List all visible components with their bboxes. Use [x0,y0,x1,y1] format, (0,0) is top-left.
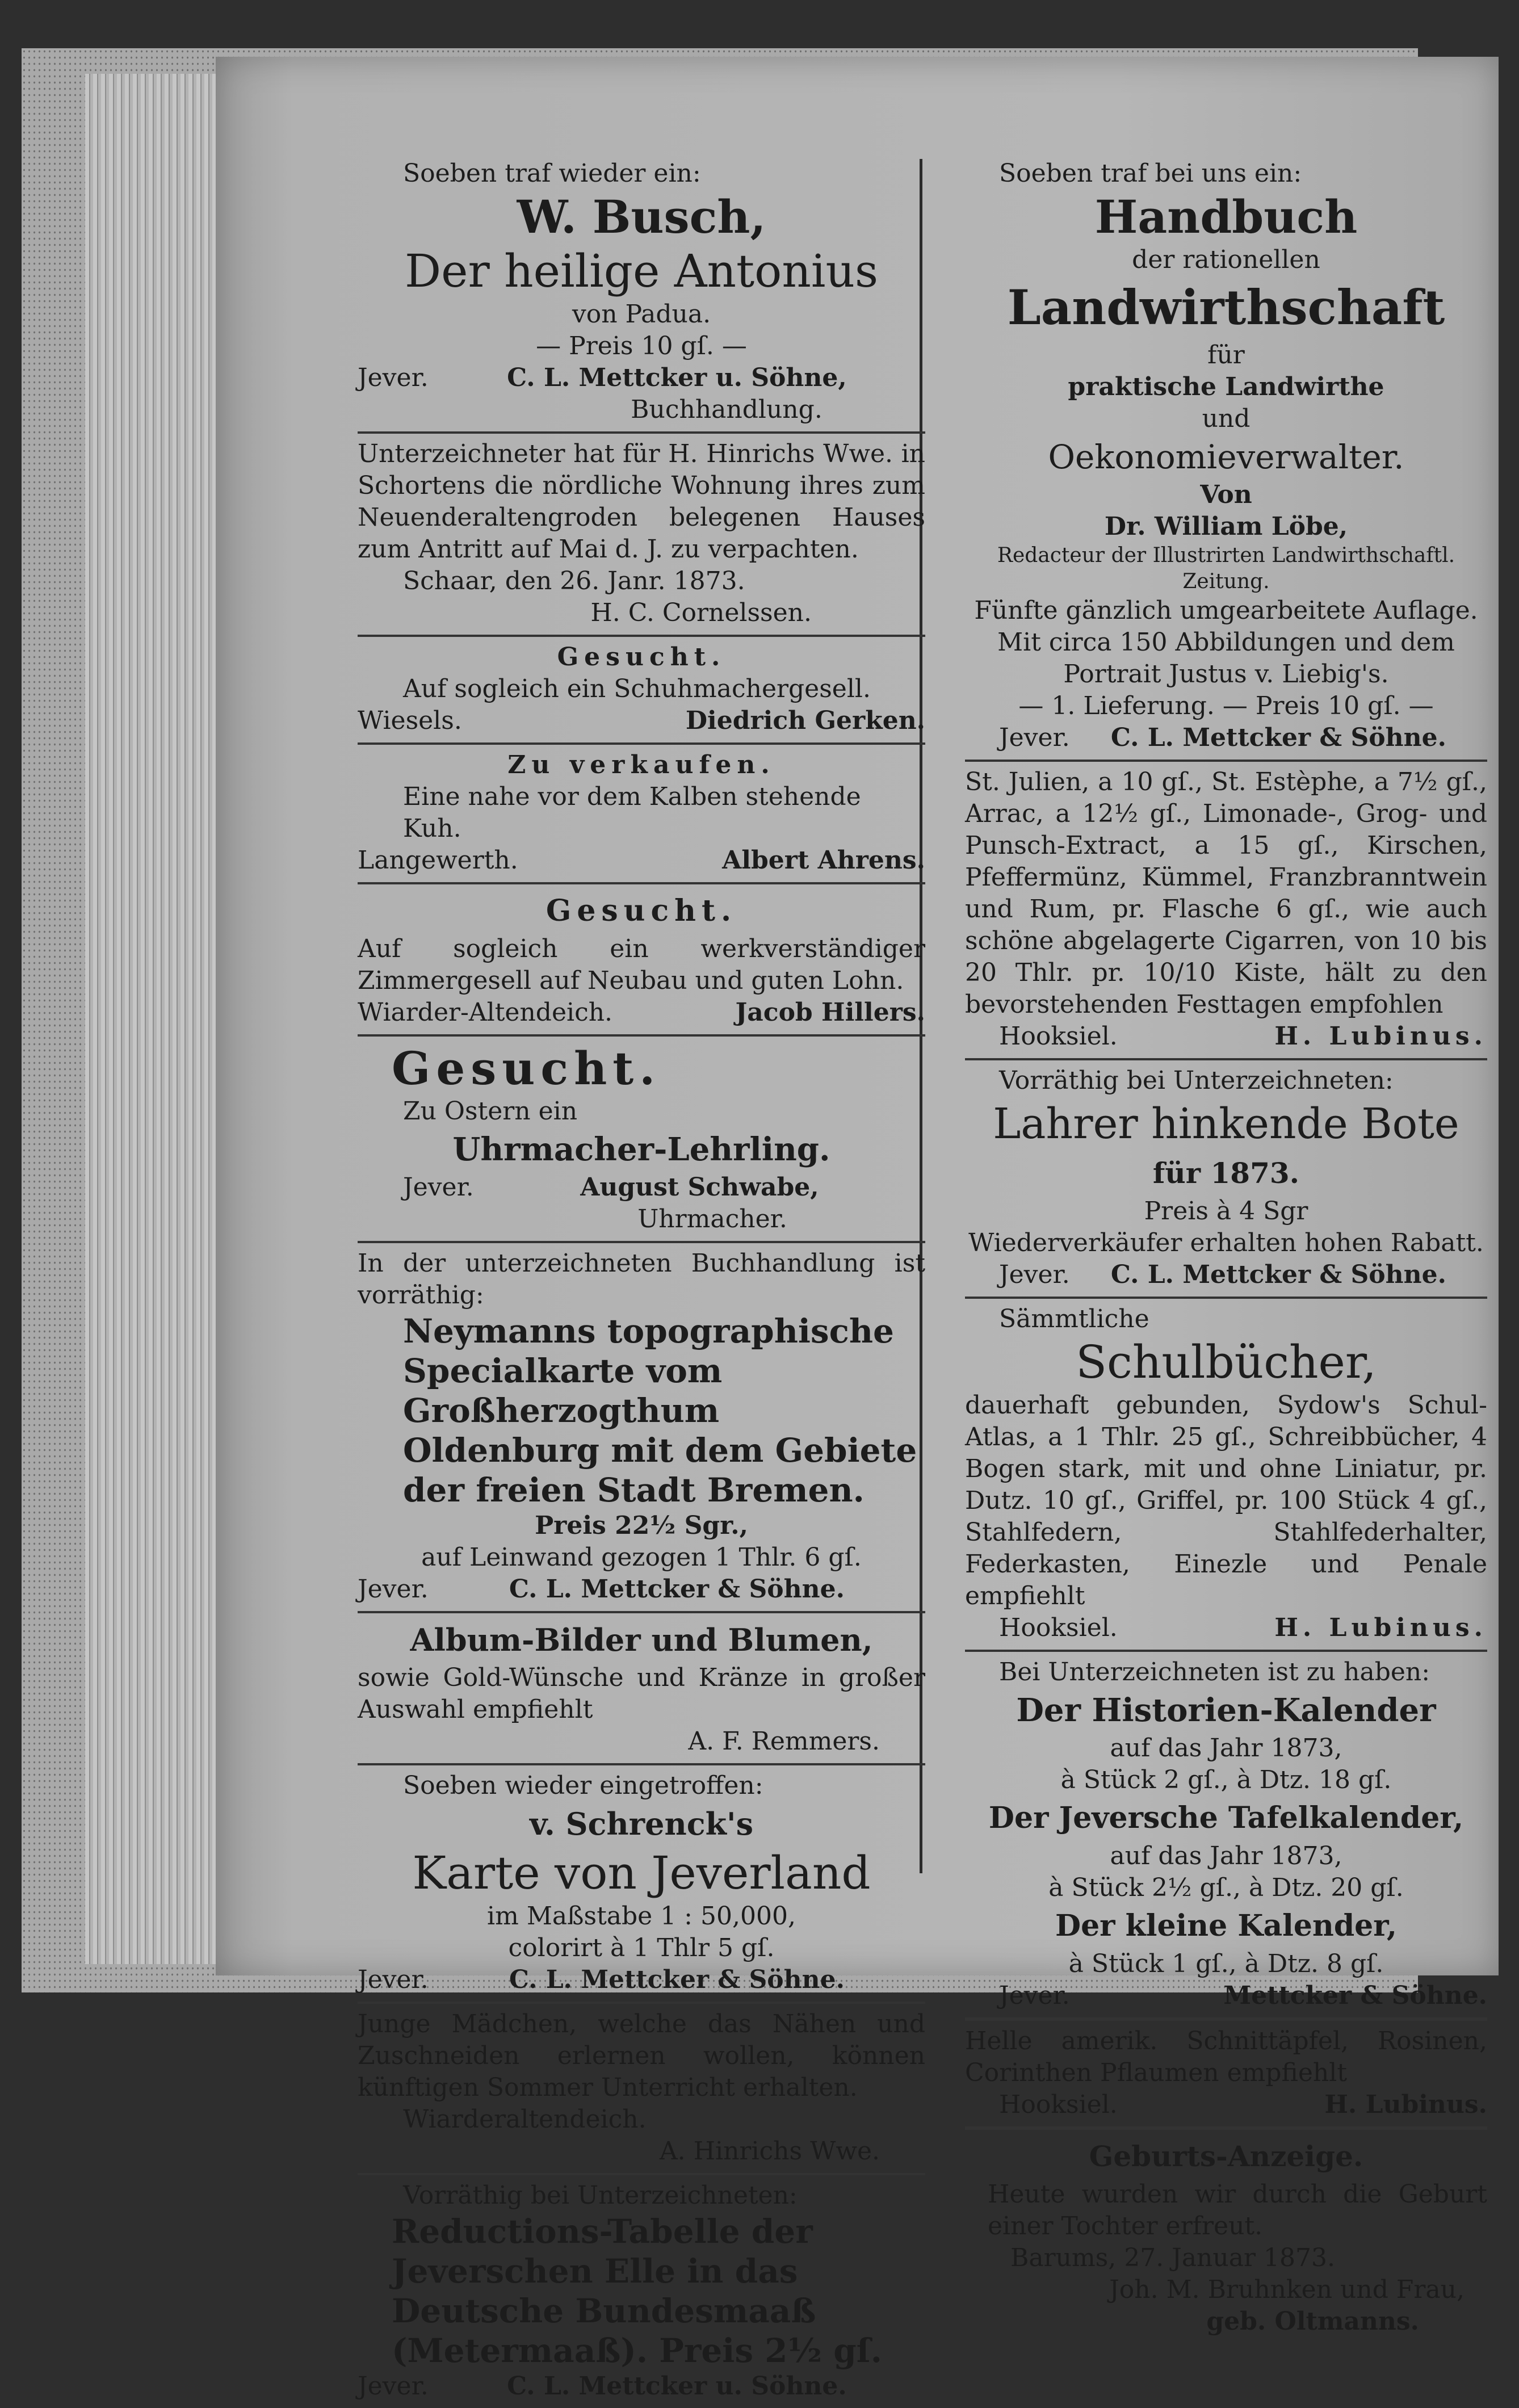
ad-seller: C. L. Mettcker & Söhne. [509,1575,845,1604]
ad-seller-sub: Buchhandlung. [631,395,823,424]
ad-seller: C. L. Mettcker u. Söhne, [507,363,847,392]
ad-line: der rationellen [1132,245,1320,274]
ad-title-historien: Der Historien-Kalender [1016,1692,1436,1729]
ad-busch [358,153,925,434]
newspaper-page [216,57,1499,2401]
ad-name: Joh. M. Bruhnken und Frau, [1109,2275,1465,2304]
ad-karte-oldenburg [358,1243,925,1613]
ad-subtitle: von Padua. [572,300,711,329]
ad-signature [358,1964,925,1996]
ad-intro: Bei Unterzeichneten ist zu haben: [999,1658,1430,1687]
ad-wein [965,762,1487,1060]
ad-gesucht-zimmergesell [358,884,925,1037]
ad-place: Wiesels. [358,706,462,735]
ad-geburtsanzeige [965,2130,1487,2343]
ad-signature [965,1259,1487,1291]
ad-name: H. Lubinus. [1274,1613,1487,1642]
ad-signature [358,1574,925,1605]
ad-price: à Stück 2 gſ., à Dtz. 18 gſ. [1060,1765,1392,1794]
ad-head: Gesucht. [392,1042,661,1095]
ad-gesucht-schuhmacher [358,637,925,745]
ad-seller: C. L. Mettcker u. Söhne. [507,2372,847,2401]
ad-price: Preis 22½ Sgr., [535,1511,748,1540]
ad-name: H. C. Cornelssen. [590,598,812,627]
ad-handbuch [965,153,1487,762]
ad-signature [358,362,925,394]
ad-text: dauerhaft gebunden, Sydow's Schul-Atlas, a 1 Thlr. 25 gſ., Schreibbücher, 4 Bogen stark, mit und ohne Liniatur, pr. Dutz. 10 gſ., Griffel, pr. 100 Stück 4 gſ., Stahlfedern, Stahlfederhalter, Federkasten, Einezle und Penale empfiehlt [965,1391,1487,1610]
ad-signature [358,705,925,737]
ad-signature [965,2089,1487,2121]
ad-rabatt: Wiederverkäufer erhalten hohen Rabatt. [968,1228,1484,1257]
ad-title: Der heilige Antonius [404,245,879,297]
ad-illus: Mit circa 150 Abbildungen und dem [997,628,1455,657]
ad-place: Jever. [403,1173,474,1202]
ad-place: Jever. [358,1965,429,1994]
ad-place: Jever. [999,1260,1070,1289]
ad-title: Reductions-Tabelle der Jeverschen Elle in das Deutsche Bundesmaaß (Metermaaß). Preis 2½ gſ. [392,2212,882,2370]
ad-place: Jever. [999,723,1070,752]
ad-text: Junge Mädchen, welche das Nähen und Zuschneiden erlernen wollen, können künftigen Sommer Unterricht erhalten. [358,2010,925,2102]
ad-title: Album-Bilder und Blumen, [410,1622,873,1658]
ad-role: Redacteur der Illustrirten Landwirthschaftl. Zeitung. [997,544,1455,593]
ad-title-tafelkalender: Der Jeversche Tafelkalender, [988,1801,1464,1835]
ad-line: praktische Landwirthe [1068,372,1384,401]
ad-von: Von [1200,480,1252,509]
ad-price: Preis à 4 Sgr [1144,1197,1308,1226]
ad-name-sub: Uhrmacher. [637,1205,787,1234]
ad-seller: C. L. Mettcker & Söhne. [1110,723,1446,752]
ad-place: Hooksiel. [999,1022,1118,1051]
ad-name: August Schwabe, [580,1173,819,1202]
ad-signature [358,845,925,876]
ad-text: Helle amerik. Schnittäpfel, Rosinen, Corinthen Pflaumen empfiehlt [965,2027,1487,2087]
ad-price: à Stück 2½ gſ., à Dtz. 20 gſ. [1048,1873,1404,1902]
ad-uhrmacher [358,1037,925,1243]
ad-price-2: auf Leinwand gezogen 1 Thlr. 6 gſ. [421,1543,862,1572]
ad-line: für [1207,341,1245,370]
page-edges [85,74,233,1964]
ad-place: Langewerth. [358,846,518,875]
ad-edition: Fünfte gänzlich umgearbeitete Auflage. [974,596,1478,625]
ad-kalender [965,1652,1487,2021]
ad-author: W. Busch, [517,190,766,244]
ad-name-sub: geb. Oltmanns. [1206,2307,1419,2336]
ad-price: — 1. Lieferung. — Preis 10 gſ. — [1018,691,1434,720]
ad-name: A. Hinrichs Wwe. [659,2137,880,2166]
ad-name: H. Lubinus. [1274,1022,1487,1051]
ad-maedchen [358,2004,925,2175]
ad-seller: C. L. Mettcker & Söhne. [509,1965,845,1994]
ad-intro: Soeben wieder eingetroffen: [403,1771,763,1800]
ad-wohnung [358,434,925,637]
ad-text: sowie Gold-Wünsche und Kränze in großer Auswahl empfiehlt [358,1663,925,1724]
ad-text: Unterzeichneter hat für H. Hinrichs Wwe. in Schortens die nördliche Wohnung ihres zum Neuenderaltengroden belegenen Hauses zum Antritt auf Mai d. J. zu verpachten. [358,439,925,564]
ad-title: Karte von Jeverland [412,1847,871,1899]
ad-text: Auf sogleich ein Schuhmachergesell. [403,674,871,703]
ad-name: H. Lubinus. [1324,2090,1487,2119]
ad-head: Gesucht. [546,893,737,928]
ad-signature [358,1172,925,1203]
ad-date: Barums, 27. Januar 1873. [1010,2243,1335,2272]
ad-title: Lahrer hinkende Bote [993,1100,1459,1148]
ad-seller: C. L. Mettcker & Söhne. [1110,1260,1446,1289]
ad-text: St. Julien, a 10 gſ., St. Estèphe, a 7½ gſ., Arrac, a 12½ gſ., Limonade-, Grog- und Punsch-Extract, a 15 gſ., Kirschen, Pfeffermünz, Kümmel, Franzbranntwein und Rum, pr. Flasche 6 gſ., wie auch schöne abgelagerte Cigarren, von 10 bis 20 Thlr. pr. 10/10 Kiste, hält zu den bevorstehenden Festtagen empfohlen [965,767,1487,1019]
ad-signature [965,1612,1487,1644]
ad-price: — Preis 10 gſ. — [536,332,747,360]
ad-price: colorirt à 1 Thlr 5 gſ. [508,1933,775,1962]
ad-signature [965,722,1487,754]
left-column [358,153,925,2401]
ad-year: auf das Jahr 1873, [1110,1734,1342,1763]
ad-reductionstabelle [358,2175,925,2408]
ad-place: Jever. [358,1575,429,1604]
ad-signature [358,2371,925,2402]
ad-intro: Sämmtliche [999,1304,1149,1333]
ad-intro: Soeben traf wieder ein: [403,159,701,188]
ad-title: Schulbücher, [1076,1336,1377,1388]
ad-seller: Mettcker & Söhne. [1223,1981,1487,2010]
ad-signature [965,1980,1487,2012]
ad-name: Diedrich Gerken. [685,706,925,735]
ad-intro: Vorräthig bei Unterzeichneten: [999,1066,1394,1095]
ad-verkaufen [358,745,925,884]
ad-head: Geburts-Anzeige. [1089,2139,1363,2173]
ad-title-1: Handbuch [1094,190,1358,244]
ad-intro: Soeben traf bei uns ein: [999,159,1302,188]
ad-place: Hooksiel. [999,1613,1118,1642]
ad-head: Zu verkaufen. [507,750,775,779]
ad-text: Heute wurden wir durch die Geburt einer Tochter erfreut. [988,2180,1487,2241]
ad-line: Zu Ostern ein [403,1097,578,1126]
ad-name: Albert Ahrens. [722,846,925,875]
ad-intro: In der unterzeichneten Buchhandlung ist vorräthig: [358,1249,925,1310]
ad-date: Schaar, den 26. Janr. 1873. [403,567,745,595]
ad-title-3: Oekonomieverwalter. [1048,438,1404,476]
ad-hinkende-bote [965,1060,1487,1299]
ad-author: Dr. William Löbe, [1104,512,1348,541]
ad-year: für 1873. [1152,1156,1300,1190]
ad-place: Jever. [999,1981,1070,2010]
right-column [965,153,1487,2336]
ad-intro: Vorräthig bei Unterzeichneten: [403,2181,798,2210]
ad-price: à Stück 1 gſ., à Dtz. 8 gſ. [1068,1949,1384,1978]
ad-author: v. Schrenck's [530,1806,753,1842]
ad-signature [358,997,925,1029]
ad-place: Wiarderaltendeich. [403,2105,647,2134]
ad-title-2: Landwirthschaft [1007,279,1445,335]
ad-name: A. F. Remmers. [688,1727,880,1756]
ad-title: Uhrmacher-Lehrling. [452,1131,830,1168]
ad-schulbuecher [965,1299,1487,1652]
ad-place: Jever. [358,363,429,392]
ad-place: Jever. [358,2372,429,2401]
ad-year: auf das Jahr 1873, [1110,1841,1342,1870]
ad-title-kleiner: Der kleine Kalender, [1055,1908,1397,1943]
ad-line: und [1202,404,1251,433]
ad-aepfel [965,2021,1487,2130]
ad-scale: im Maßstabe 1 : 50,000, [487,1902,796,1931]
ad-portrait: Portrait Justus v. Liebig's. [1063,660,1389,689]
ad-place: Hooksiel. [999,2090,1118,2119]
ad-name: Jacob Hillers. [735,998,925,1027]
ad-text: Auf sogleich ein werkverständiger Zimmergesell auf Neubau und guten Lohn. [358,934,925,995]
ad-signature [965,1021,1487,1052]
ad-title: Neymanns topographische Specialkarte vom Großherzogthum Oldenburg mit dem Gebiete der freien Stadt Bremen. [403,1312,917,1509]
ad-karte-jeverland [358,1765,925,2004]
ad-album [358,1613,925,1765]
ad-text: Eine nahe vor dem Kalben stehende Kuh. [403,782,861,843]
ad-head: Gesucht. [557,643,726,672]
ad-place: Wiarder-Altendeich. [358,998,613,1027]
